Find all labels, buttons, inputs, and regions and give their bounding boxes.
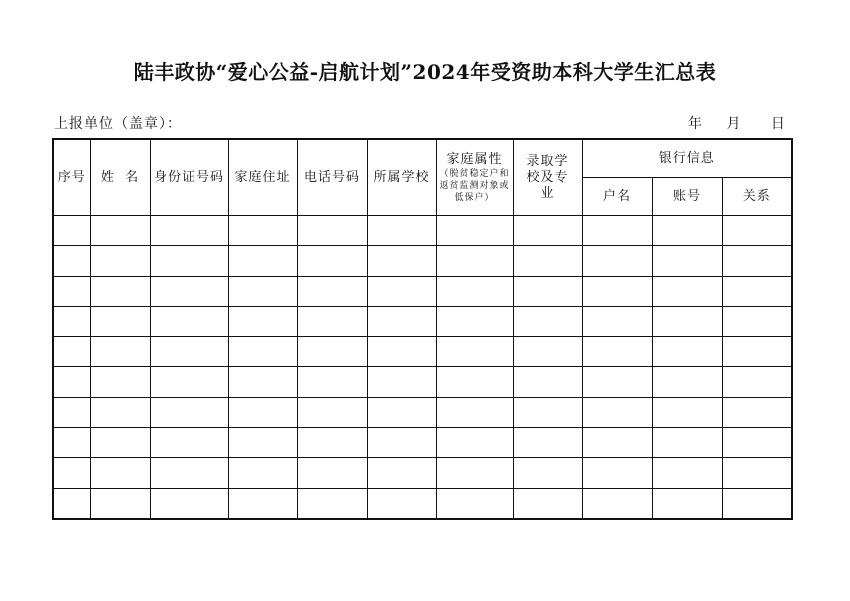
table-cell[interactable] bbox=[53, 488, 90, 519]
table-cell[interactable] bbox=[582, 306, 652, 336]
table-cell[interactable] bbox=[582, 367, 652, 397]
table-cell[interactable] bbox=[367, 276, 436, 306]
table-cell[interactable] bbox=[90, 276, 150, 306]
table-cell[interactable] bbox=[436, 428, 513, 458]
table-cell[interactable] bbox=[150, 488, 228, 519]
header-family-attr-note: （脱贫稳定户和返贫监测对象或低保户） bbox=[439, 168, 510, 203]
table-cell[interactable] bbox=[53, 246, 90, 276]
table-cell[interactable] bbox=[53, 367, 90, 397]
table-cell[interactable] bbox=[90, 428, 150, 458]
table-cell[interactable] bbox=[367, 246, 436, 276]
table-cell[interactable] bbox=[436, 458, 513, 488]
table-cell[interactable] bbox=[652, 216, 722, 246]
table-row bbox=[53, 367, 792, 397]
table-cell[interactable] bbox=[722, 246, 792, 276]
table-cell[interactable] bbox=[297, 458, 367, 488]
table-cell[interactable] bbox=[90, 458, 150, 488]
table-cell[interactable] bbox=[150, 276, 228, 306]
table-row bbox=[53, 428, 792, 458]
table-cell[interactable] bbox=[90, 337, 150, 367]
table-cell[interactable] bbox=[228, 458, 297, 488]
table-cell[interactable] bbox=[652, 276, 722, 306]
table-row bbox=[53, 246, 792, 276]
table-cell[interactable] bbox=[582, 216, 652, 246]
table-cell[interactable] bbox=[652, 306, 722, 336]
table-cell[interactable] bbox=[228, 306, 297, 336]
table-cell[interactable] bbox=[297, 246, 367, 276]
table-cell[interactable] bbox=[53, 276, 90, 306]
table-cell[interactable] bbox=[228, 337, 297, 367]
table-cell[interactable] bbox=[652, 337, 722, 367]
table-cell[interactable] bbox=[582, 276, 652, 306]
table-cell[interactable] bbox=[436, 306, 513, 336]
table-cell[interactable] bbox=[582, 458, 652, 488]
table-cell[interactable] bbox=[513, 397, 582, 427]
table-cell[interactable] bbox=[90, 246, 150, 276]
table-cell[interactable] bbox=[297, 428, 367, 458]
header-bank-info: 银行信息 bbox=[582, 139, 792, 178]
table-cell[interactable] bbox=[436, 337, 513, 367]
table-cell[interactable] bbox=[722, 488, 792, 519]
table-body bbox=[53, 216, 792, 519]
table-cell[interactable] bbox=[297, 306, 367, 336]
table-cell[interactable] bbox=[228, 367, 297, 397]
table-cell[interactable] bbox=[90, 306, 150, 336]
table-cell[interactable] bbox=[513, 306, 582, 336]
table-cell[interactable] bbox=[297, 397, 367, 427]
table-cell[interactable] bbox=[582, 337, 652, 367]
table-cell[interactable] bbox=[90, 397, 150, 427]
table-cell[interactable] bbox=[513, 216, 582, 246]
table-cell[interactable] bbox=[150, 397, 228, 427]
table-cell[interactable] bbox=[150, 458, 228, 488]
table-cell[interactable] bbox=[367, 488, 436, 519]
report-unit-label: 上报单位（盖章）： bbox=[54, 116, 182, 132]
date-day-label: 日 bbox=[770, 116, 785, 132]
table-cell[interactable] bbox=[722, 306, 792, 336]
table-cell[interactable] bbox=[367, 367, 436, 397]
table-row bbox=[53, 397, 792, 427]
table-cell[interactable] bbox=[722, 397, 792, 427]
table-cell[interactable] bbox=[367, 306, 436, 336]
table-cell[interactable] bbox=[228, 488, 297, 519]
table-row bbox=[53, 458, 792, 488]
table-cell[interactable] bbox=[652, 428, 722, 458]
header-index: 序号 bbox=[53, 139, 90, 216]
table-cell[interactable] bbox=[582, 488, 652, 519]
table-cell[interactable] bbox=[150, 216, 228, 246]
table-cell[interactable] bbox=[228, 397, 297, 427]
table-cell[interactable] bbox=[582, 397, 652, 427]
header-bank-relation: 关系 bbox=[722, 178, 792, 216]
table-cell[interactable] bbox=[652, 246, 722, 276]
header-family-attr-label: 家庭属性 bbox=[446, 151, 503, 167]
table-cell[interactable] bbox=[367, 428, 436, 458]
table-cell[interactable] bbox=[652, 458, 722, 488]
table-cell[interactable] bbox=[513, 337, 582, 367]
table-row bbox=[53, 216, 792, 246]
date-line bbox=[688, 113, 785, 133]
table-cell[interactable] bbox=[513, 246, 582, 276]
table-cell[interactable] bbox=[53, 428, 90, 458]
table-cell[interactable] bbox=[53, 306, 90, 336]
table-row bbox=[53, 337, 792, 367]
table-cell[interactable] bbox=[297, 367, 367, 397]
table-cell[interactable] bbox=[367, 397, 436, 427]
table-cell[interactable] bbox=[150, 306, 228, 336]
table-cell[interactable] bbox=[228, 276, 297, 306]
table-cell[interactable] bbox=[150, 337, 228, 367]
summary-table bbox=[52, 138, 793, 520]
table-cell[interactable] bbox=[90, 488, 150, 519]
table-cell[interactable] bbox=[297, 337, 367, 367]
table-cell[interactable] bbox=[367, 216, 436, 246]
table-cell[interactable] bbox=[722, 428, 792, 458]
table-cell[interactable] bbox=[228, 428, 297, 458]
table-cell[interactable] bbox=[150, 428, 228, 458]
table-cell[interactable] bbox=[513, 276, 582, 306]
table-cell[interactable] bbox=[513, 367, 582, 397]
table-cell[interactable] bbox=[722, 276, 792, 306]
table-cell[interactable] bbox=[297, 276, 367, 306]
table-cell[interactable] bbox=[722, 458, 792, 488]
header-phone: 电话号码 bbox=[297, 139, 367, 216]
table-cell[interactable] bbox=[53, 397, 90, 427]
table-cell[interactable] bbox=[513, 488, 582, 519]
table-row bbox=[53, 276, 792, 306]
table-row bbox=[53, 306, 792, 336]
table-cell[interactable] bbox=[150, 246, 228, 276]
table-cell[interactable] bbox=[436, 276, 513, 306]
table-cell[interactable] bbox=[652, 397, 722, 427]
header-bank-account-no: 账号 bbox=[652, 178, 722, 216]
header-admission: 录取学校及专业 bbox=[513, 139, 582, 216]
header-bank-account-name: 户名 bbox=[582, 178, 652, 216]
table-cell[interactable] bbox=[367, 337, 436, 367]
header-school: 所属学校 bbox=[367, 139, 436, 216]
header-id-number: 身份证号码 bbox=[150, 139, 228, 216]
table-cell[interactable] bbox=[513, 458, 582, 488]
page-title: 陆丰政协“爱心公益-启航计划”2024年受资助本科大学生汇总表 bbox=[133, 60, 717, 84]
table-cell[interactable] bbox=[228, 216, 297, 246]
table-cell[interactable] bbox=[367, 458, 436, 488]
table-cell[interactable] bbox=[436, 397, 513, 427]
table-cell[interactable] bbox=[722, 367, 792, 397]
table-cell[interactable] bbox=[436, 488, 513, 519]
table-cell[interactable] bbox=[297, 216, 367, 246]
table-row bbox=[53, 488, 792, 519]
table-cell[interactable] bbox=[90, 216, 150, 246]
header-name: 姓 名 bbox=[90, 139, 150, 216]
date-year-label: 年 bbox=[688, 116, 702, 132]
table-cell[interactable] bbox=[436, 216, 513, 246]
table-cell[interactable] bbox=[436, 246, 513, 276]
header-family-attr bbox=[436, 139, 513, 216]
table-cell[interactable] bbox=[652, 488, 722, 519]
table-cell[interactable] bbox=[228, 246, 297, 276]
table-cell[interactable] bbox=[436, 367, 513, 397]
table-cell[interactable] bbox=[652, 367, 722, 397]
table-cell[interactable] bbox=[53, 216, 90, 246]
table-cell[interactable] bbox=[53, 337, 90, 367]
header-address: 家庭住址 bbox=[228, 139, 297, 216]
table-cell[interactable] bbox=[297, 488, 367, 519]
table-cell[interactable] bbox=[90, 367, 150, 397]
table-cell[interactable] bbox=[722, 337, 792, 367]
table-cell[interactable] bbox=[582, 428, 652, 458]
table-cell[interactable] bbox=[150, 367, 228, 397]
table-cell[interactable] bbox=[513, 428, 582, 458]
table-cell[interactable] bbox=[722, 216, 792, 246]
date-month-label: 月 bbox=[726, 116, 741, 132]
table-cell[interactable] bbox=[582, 246, 652, 276]
table-cell[interactable] bbox=[53, 458, 90, 488]
